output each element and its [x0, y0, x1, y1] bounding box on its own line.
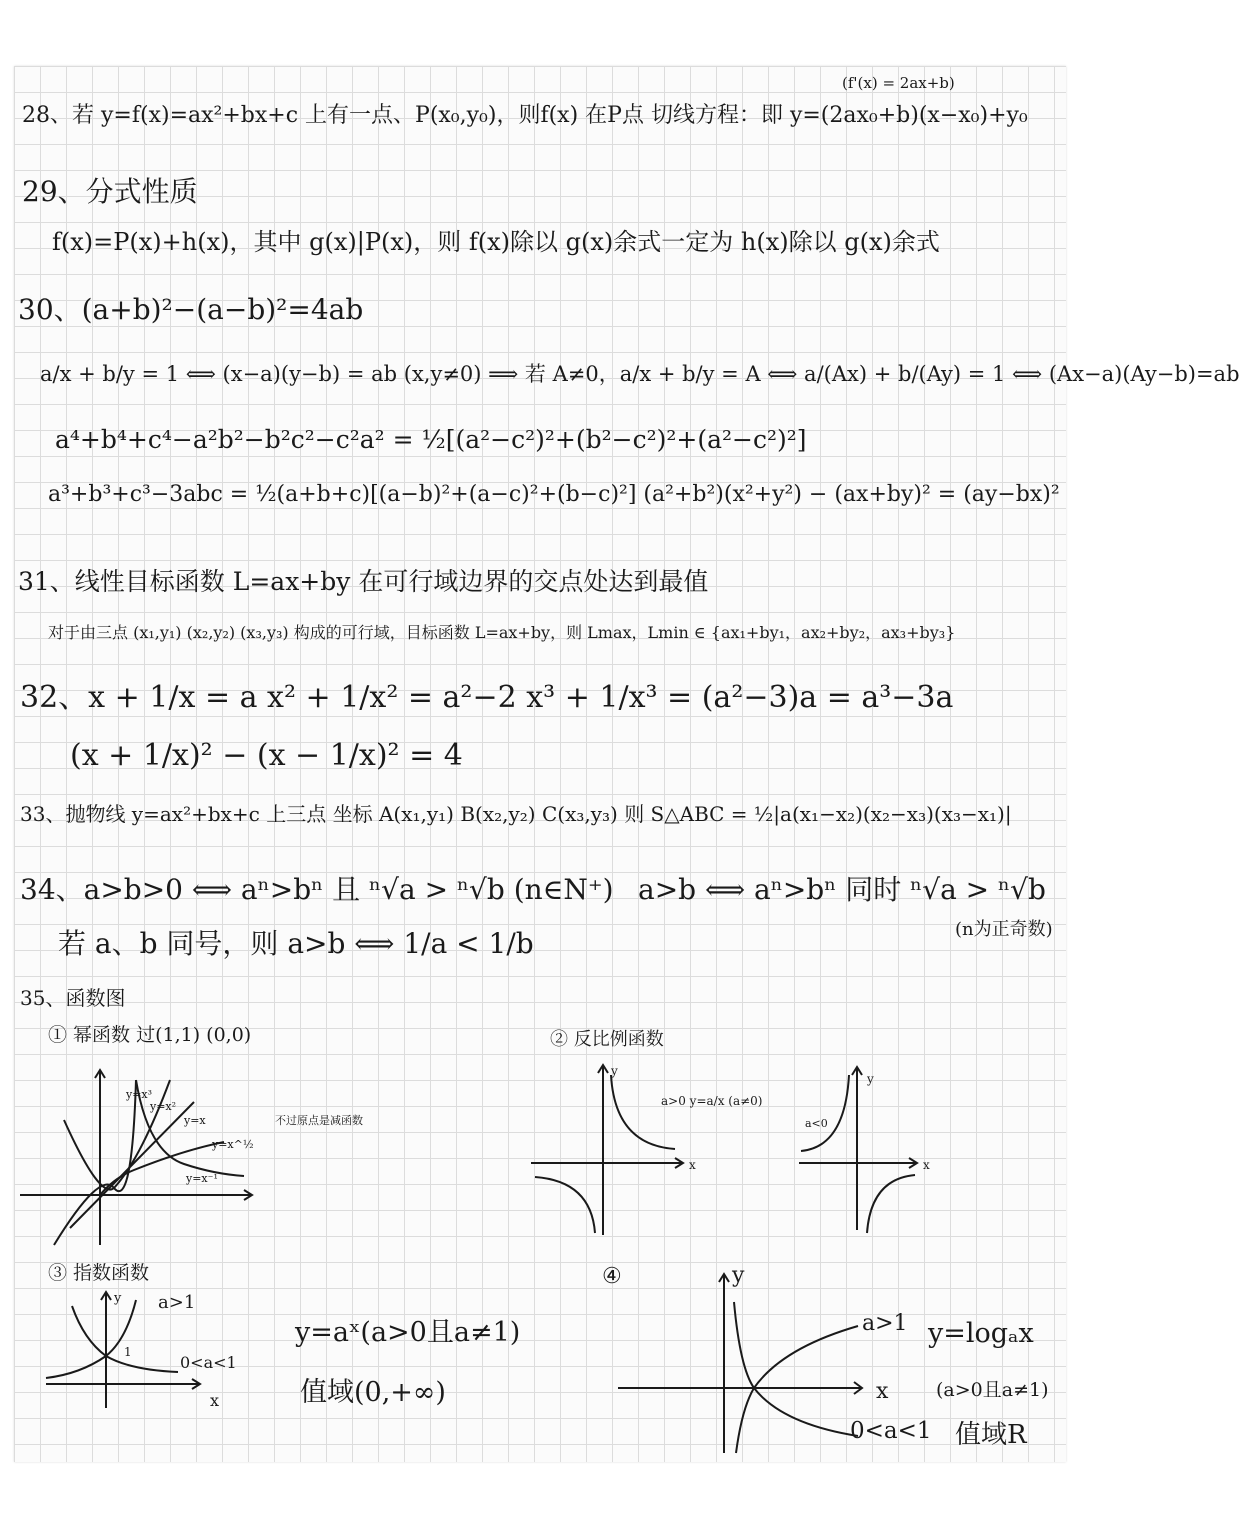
note-30-line3: a⁴+b⁴+c⁴−a²b²−b²c²−c²a² = ½[(a²−c²)²+(b²−c²)²+(a²−c²)²] [55, 425, 807, 454]
label-a-gt-1: a>1 [862, 1311, 908, 1336]
left-y-label: y [611, 1064, 618, 1078]
label-y-inverse: y=x⁻¹ [186, 1172, 218, 1185]
note-30-line2: a/x + b/y = 1 ⟺ (x−a)(y−b) = ab (x,y≠0) ⟹ 若 A≠0，a/x + b/y = A ⟺ a/(Ax) + b/(Ay) = 1 ⟺ (Ax−a)(Ay−b)=ab [40, 362, 1240, 386]
right-x-label: x [923, 1158, 930, 1172]
note-30-line4: a³+b³+c³−3abc = ½(a+b+c)[(a−b)²+(a−c)²+(b−c)²] (a²+b²)(x²+y²) − (ax+by)² = (ay−bx)² [48, 482, 1060, 507]
note-32-line1: 32、x + 1/x = a x² + 1/x² = a²−2 x³ + 1/x³ = (a²−3)a = a³−3a [20, 680, 954, 715]
graph4-condition: (a>0且a≠1) [936, 1379, 1049, 1401]
y-label: y [732, 1263, 745, 1288]
graph3-range: 值域(0,+∞) [300, 1377, 446, 1408]
graph1-title: ① 幂函数 过(1,1) (0,0) [48, 1024, 252, 1046]
right-curve-q4 [867, 1175, 915, 1233]
exponential-graph [40, 1282, 270, 1412]
label-a-gt-1: a>1 [158, 1292, 196, 1313]
curve-y-x2 [64, 1080, 170, 1190]
power-function-graph [14, 1060, 264, 1250]
graph4-range: 值域R [955, 1420, 1027, 1450]
left-x-label: x [689, 1158, 696, 1172]
note-30-line1: 30、(a+b)²−(a−b)²=4ab [18, 293, 364, 326]
note-33: 33、抛物线 y=ax²+bx+c 上三点 坐标 A(x₁,y₁) B(x₂,y₂) C(x₃,y₃) 则 S△ABC = ½|a(x₁−x₂)(x₂−x₃)(x₃−x₁)| [20, 802, 1012, 826]
label-y-sqrt: y=x^½ [212, 1138, 254, 1151]
left-graph-label: a>0 y=a/x (a≠0) [661, 1094, 763, 1108]
right-curve-q2 [801, 1075, 849, 1151]
curve-0-lt-a-lt-1 [734, 1302, 858, 1436]
left-curve-q3 [535, 1177, 595, 1233]
note-34-line1: 34、a>b>0 ⟺ aⁿ>bⁿ 且 ⁿ√a > ⁿ√b (n∈N⁺) [20, 873, 614, 906]
inverse-proportion-graph [525, 1055, 945, 1240]
note-28: 28、若 y=f(x)=ax²+bx+c 上有一点、P(x₀,y₀)，则f(x) 在P点 切线方程：即 y=(2ax₀+b)(x−x₀)+y₀ [22, 103, 1028, 128]
note-34-line2: a>b ⟺ aⁿ>bⁿ 同时 ⁿ√a > ⁿ√b [638, 873, 1046, 906]
note-35-title: 35、函数图 [20, 986, 126, 1010]
x-label: x [210, 1391, 220, 1410]
note-34-note: (n为正奇数) [955, 919, 1053, 940]
note-28-annotation: (f'(x) = 2ax+b) [842, 74, 955, 92]
label-y-x2: y=x² [150, 1100, 177, 1113]
graph4-label-a-lt-1: 0<a<1 [850, 1418, 932, 1444]
note-34-line3: 若 a、b 同号，则 a>b ⟺ 1/a < 1/b [58, 927, 534, 960]
note-29-title: 29、分式性质 [22, 175, 198, 208]
curve-0-lt-a-lt-1 [72, 1306, 178, 1372]
label-a-lt-1: 0<a<1 [180, 1353, 237, 1372]
note-32-line2: (x + 1/x)² − (x − 1/x)² = 4 [70, 738, 463, 773]
label-y-x3: y=x³ [126, 1088, 153, 1101]
curve-y-x3 [54, 1080, 136, 1245]
graph4-formula: y=logₐx [928, 1318, 1034, 1349]
label-one: 1 [124, 1345, 132, 1359]
curve-y-x [70, 1102, 194, 1228]
note-31-line1: 31、线性目标函数 L=ax+by 在可行域边界的交点处达到最值 [18, 567, 709, 596]
graph3-title: ③ 指数函数 [48, 1262, 150, 1284]
curve-a-gt-1 [46, 1300, 136, 1378]
curve-y-inverse [136, 1080, 244, 1176]
note-31-line2: 对于由三点 (x₁,y₁) (x₂,y₂) (x₃,y₃) 构成的可行域，目标函数 L=ax+by，则 Lmax，Lmin ∈ {ax₁+by₁，ax₂+by₂，ax₃+by₃} [48, 623, 956, 642]
right-graph-label: a<0 [805, 1117, 828, 1130]
right-y-label: y [867, 1072, 874, 1086]
graph1-note: 不过原点是减函数 [275, 1114, 363, 1127]
left-curve-q1 [611, 1075, 675, 1149]
note-29-body: f(x)=P(x)+h(x)，其中 g(x)|P(x)，则 f(x)除以 g(x)余式一定为 h(x)除以 g(x)余式 [52, 228, 940, 256]
y-label: y [114, 1291, 122, 1306]
graph2-title: ② 反比例函数 [550, 1029, 664, 1050]
label-y-x: y=x [184, 1114, 206, 1127]
x-label: x [876, 1379, 889, 1404]
graph3-formula: y=aˣ(a>0且a≠1) [295, 1317, 521, 1348]
graph4-title: ④ [602, 1264, 622, 1289]
